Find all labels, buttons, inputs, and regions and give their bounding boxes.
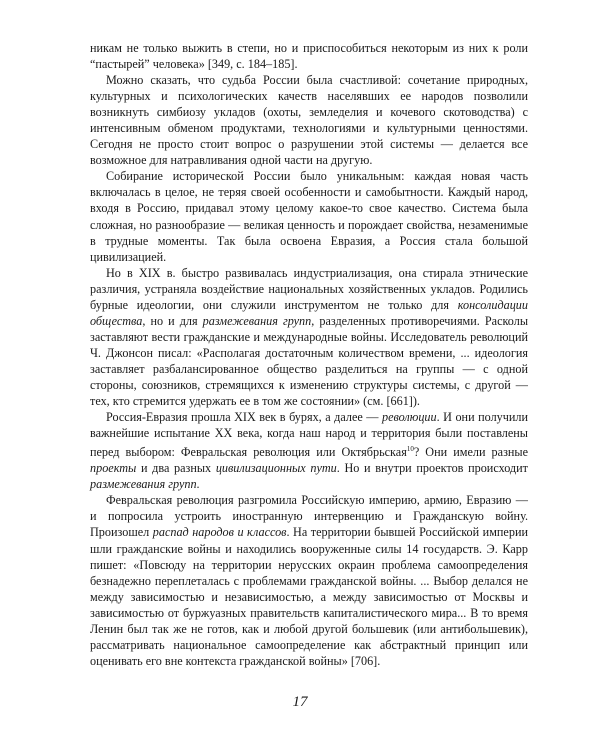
text-run: . (196, 477, 200, 492)
text-run: ? Они имели разные (413, 445, 528, 460)
paragraph (90, 40, 528, 72)
text-run: , но и для (142, 313, 203, 328)
emphasis-text: размежевания групп (202, 313, 312, 328)
emphasis-text: распад народов и классов (152, 525, 287, 540)
text-run: Россия-Евразия прошла XIX век в бурях, а далее — (106, 410, 382, 425)
text-run: Собирание исторической России было уникальным: каждая новая часть включалась в целое, не теряя своей особенности и самобытности. Каждый народ, входя в Россию, придавал этому целому какое-то свое качество. Система была сложная, но разнообразие — великая ценность и порождает свойства, незаменимые в трудные моменты. Так была освоена Евразия, а Россия стала большой цивилизацией. (90, 169, 528, 264)
paragraph (90, 265, 528, 409)
emphasis-text: революции (381, 410, 437, 425)
body-text (90, 40, 528, 669)
page-number: 17 (292, 694, 308, 710)
text-run: , разделенных противоречиями. Расколы заставляют вести гражданские и международные войны. Исследователь революций Ч. Джонсон писал: «Располагая достаточным количеством времени, ... идеология заставляет разбалансированное общество разделиться на группы — с одной стороны, союзников, стремящихся к изменению структуры системы, с другой — тех, кто стремится удержать ее в том же состоянии» (см. [661]). (90, 313, 529, 409)
text-run: Можно сказать, что судьба России была счастливой: сочетание природных, культурных и психологических качеств населявших ее народов позволили возникнуть симбиозу укладов (охоты, земледелия и кочевого скотоводства) с интенсивным обменом продуктами, технологиями и культурными ценностями. Сегодня не просто стоит вопрос о разрушении этой системы — делается все возможное для натравливания одной части на другую. (90, 73, 528, 168)
emphasis-text: цивилизационных пути (215, 461, 337, 476)
emphasis-text: консолидации общества (90, 297, 528, 328)
paragraph (90, 409, 528, 492)
text-run: никам не только выжить в степи, но и приспособиться некоторым из них к роли “пастырей” человека» [349, с. 184–185]. (90, 41, 528, 72)
paragraph (90, 168, 528, 264)
paragraph (90, 492, 528, 669)
text-run: . Но и внутри проектов происходит (336, 461, 528, 476)
text-run: и два разных (136, 461, 216, 476)
emphasis-text: проекты (90, 461, 137, 476)
footnote-marker: 10 (406, 445, 414, 454)
text-run: Но в XIX в. быстро развивалась индустриализация, она стирала этнические различия, устраняла воздействие национальных хозяйственных укладов. Родились бурные идеологии, они служили инструментом не только для (90, 265, 528, 312)
text-run: Февральская революция разгромила Российскую империю, армию, Евразию — и попросила устроить иностранную интервенцию и Гражданскую войну. Произошел (90, 493, 528, 540)
paragraph (90, 72, 528, 168)
text-run: . На территории бывшей Российской империи шли гражданские войны и находились вооруженные силы 14 государств. Э. Карр пишет: «Повсюду на территории нерусских окраин проблема самоопределения безнадежно переплеталась с проблемами гражданской войны. ... Выбор делался не между зависимостью и независимостью, а между зависимостью от Москвы и зависимостью от буржуазных правительств капиталистического мира... В то время Ленин был так же не готов, как и любой другой большевик (или антибольшевик), рассматривать национальное самоопределение как абстрактный принцип или оценивать его вне контекста гражданской войны» [706]. (90, 525, 528, 668)
text-run: . И они получили важнейшие испытание XX века, когда наш народ и территория были поставлены перед выбором: Февральская революция или Октябрьская (90, 410, 528, 460)
emphasis-text: размежевания групп (90, 477, 197, 492)
